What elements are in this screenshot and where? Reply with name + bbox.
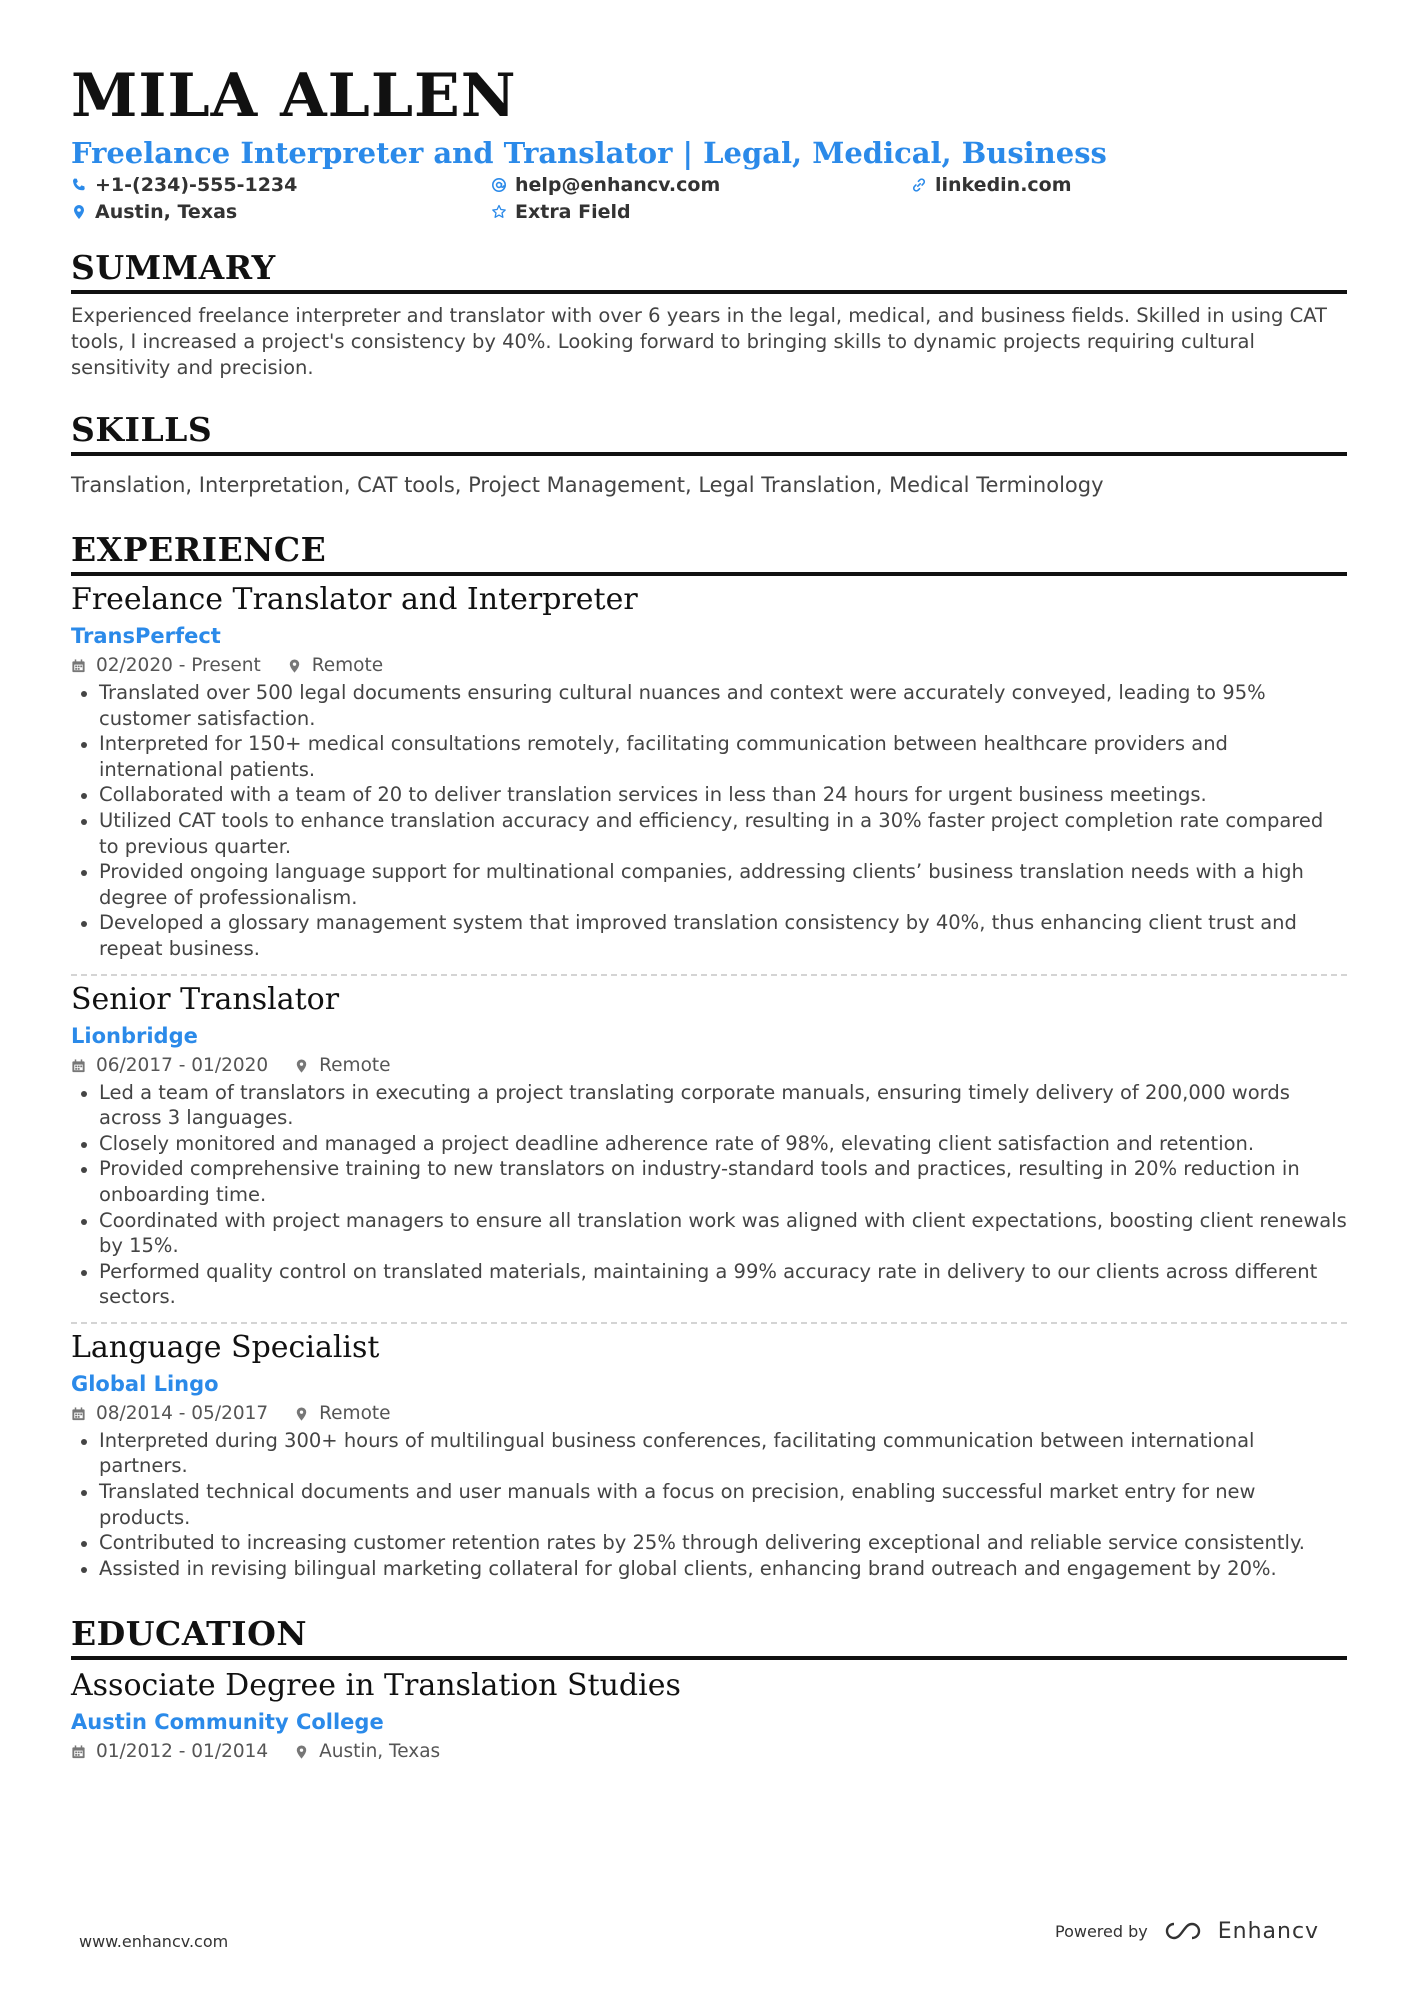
job-bullet: Developed a glossary management system that improved translation consistency by 40%, thus enhancing client trust and repeat business.	[71, 910, 1347, 961]
job-entry	[71, 580, 1347, 962]
job-meta	[71, 1401, 1347, 1427]
education-dates	[71, 1739, 268, 1765]
job-dates-text: 02/2020 - Present	[96, 655, 261, 676]
job-bullet: Contributed to increasing customer retention rates by 25% through delivering exceptional and reliable service consistently.	[71, 1530, 1347, 1556]
contact-linkedin[interactable]	[911, 174, 1331, 196]
experience-section	[71, 529, 1347, 1581]
location-pin-icon	[287, 658, 302, 674]
contact-email[interactable]	[491, 174, 911, 196]
footer-branding	[1055, 1918, 1319, 1944]
education-location	[294, 1739, 440, 1765]
location-pin-icon	[71, 204, 87, 220]
company-name: Global Lingo	[71, 1371, 219, 1396]
job-bullet: Performed quality control on translated materials, maintaining a 99% accuracy rate in delivery to our clients across different sectors.	[71, 1259, 1347, 1310]
job-bullet: Interpreted for 150+ medical consultations remotely, facilitating communication between healthcare providers and international patients.	[71, 731, 1347, 782]
candidate-name: MILA ALLEN	[71, 61, 517, 131]
job-bullets	[71, 680, 1347, 962]
footer-website[interactable]: www.enhancv.com	[79, 1932, 229, 1951]
experience-list	[71, 580, 1347, 1581]
education-dates-text: 01/2012 - 01/2014	[96, 1741, 269, 1763]
powered-by-text: Powered by	[1055, 1921, 1148, 1941]
job-bullet: Collaborated with a team of 20 to deliver translation services in less than 24 hours for urgent business meetings.	[71, 782, 1347, 808]
location-pin-icon	[294, 1744, 309, 1760]
summary-text: Experienced freelance interpreter and translator with over 6 years in the legal, medical, and business fields. Skilled in using CAT tools, I increased a project's consistency by 40%. Looking forward to bringing skills to dynamic projects requiring cultural sensitivity and precision.	[71, 304, 1327, 379]
job-dates	[71, 1053, 268, 1079]
education-location-text: Austin, Texas	[319, 1741, 441, 1763]
email-text: help@enhancv.com	[515, 174, 721, 196]
company-name: TransPerfect	[71, 624, 221, 648]
job-meta	[71, 1053, 1347, 1079]
job-location-text: Remote	[319, 1054, 391, 1076]
calendar-icon	[71, 1406, 86, 1422]
company-name: Lionbridge	[71, 1023, 198, 1048]
phone-text: +1-(234)-555-1234	[95, 174, 298, 196]
skills-section	[71, 409, 1347, 499]
job-bullet: Translated over 500 legal documents ensuring cultural nuances and context were accurately conveyed, leading to 95% customer satisfaction.	[71, 680, 1347, 731]
job-bullet: Interpreted during 300+ hours of multilingual business conferences, facilitating communication between international partners.	[71, 1428, 1347, 1479]
phone-icon	[71, 177, 87, 193]
summary-title: SUMMARY	[71, 247, 1347, 294]
linkedin-text: linkedin.com	[935, 174, 1072, 196]
job-dates-text: 08/2014 - 05/2017	[96, 1402, 269, 1424]
job-bullet: Led a team of translators in executing a project translating corporate manuals, ensuring timely delivery of 200,000 words across 3 languages.	[71, 1080, 1347, 1131]
job-title: Freelance Translator and Interpreter	[71, 582, 638, 617]
calendar-icon	[71, 1058, 86, 1074]
job-dates-text: 06/2017 - 01/2020	[96, 1054, 269, 1076]
candidate-headline: Freelance Interpreter and Translator | Legal, Medical, Business	[71, 136, 1107, 170]
job-location-text: Remote	[319, 1402, 391, 1424]
contact-phone[interactable]	[71, 174, 491, 196]
degree-title: Associate Degree in Translation Studies	[71, 1668, 681, 1704]
link-icon	[911, 177, 927, 193]
job-bullet: Provided comprehensive training to new translators on industry-standard tools and practices, resulting in 20% reduction in onboarding time.	[71, 1156, 1347, 1207]
job-bullet: Closely monitored and managed a project deadline adherence rate of 98%, elevating client satisfaction and retention.	[71, 1131, 1347, 1157]
brand-name: Enhancv	[1217, 1918, 1320, 1944]
contact-location	[71, 201, 491, 223]
job-title: Language Specialist	[71, 1329, 380, 1365]
job-bullets	[71, 1080, 1347, 1310]
calendar-icon	[71, 1744, 86, 1760]
job-location	[294, 1401, 390, 1427]
skills-text: Translation, Interpretation, CAT tools, Project Management, Legal Translation, Medical Terminology	[71, 473, 1104, 497]
location-text: Austin, Texas	[95, 201, 238, 223]
summary-section	[71, 247, 1347, 381]
job-dates	[71, 1401, 268, 1427]
extra-text: Extra Field	[515, 201, 631, 223]
education-section	[71, 1613, 1347, 1765]
job-title: Senior Translator	[71, 981, 340, 1017]
star-icon	[491, 204, 507, 220]
job-dates	[71, 653, 261, 679]
at-icon	[491, 177, 507, 193]
resume-page	[71, 56, 1347, 1765]
education-meta	[71, 1739, 1347, 1765]
job-location	[294, 1053, 390, 1079]
job-bullet: Coordinated with project managers to ensure all translation work was aligned with client expectations, boosting client renewals by 15%.	[71, 1208, 1347, 1259]
job-entry	[71, 980, 1347, 1310]
education-title: EDUCATION	[71, 1613, 1347, 1660]
school-name: Austin Community College	[71, 1710, 384, 1735]
job-divider	[71, 1322, 1347, 1324]
job-bullet: Translated technical documents and user manuals with a focus on precision, enabling successful market entry for new products.	[71, 1479, 1347, 1530]
experience-title: EXPERIENCE	[71, 529, 1347, 576]
job-divider	[71, 974, 1347, 976]
job-bullet: Utilized CAT tools to enhance translation accuracy and efficiency, resulting in a 30% faster project completion rate compared to previous quarter.	[71, 808, 1347, 859]
job-entry	[71, 1328, 1347, 1582]
contact-extra	[491, 201, 911, 223]
job-location	[287, 653, 383, 679]
job-bullet: Assisted in revising bilingual marketing collateral for global clients, enhancing brand outreach and engagement by 20%.	[71, 1556, 1347, 1582]
job-meta	[71, 653, 1347, 679]
job-location-text: Remote	[311, 655, 384, 676]
skills-title: SKILLS	[71, 409, 1347, 456]
location-pin-icon	[294, 1058, 309, 1074]
enhancv-logo-icon	[1160, 1918, 1206, 1944]
job-bullets	[71, 1428, 1347, 1582]
job-bullet: Provided ongoing language support for multinational companies, addressing clients’ business translation needs with a high degree of professionalism.	[71, 859, 1347, 910]
calendar-icon	[71, 658, 86, 674]
location-pin-icon	[294, 1406, 309, 1422]
contact-info	[71, 174, 1347, 223]
